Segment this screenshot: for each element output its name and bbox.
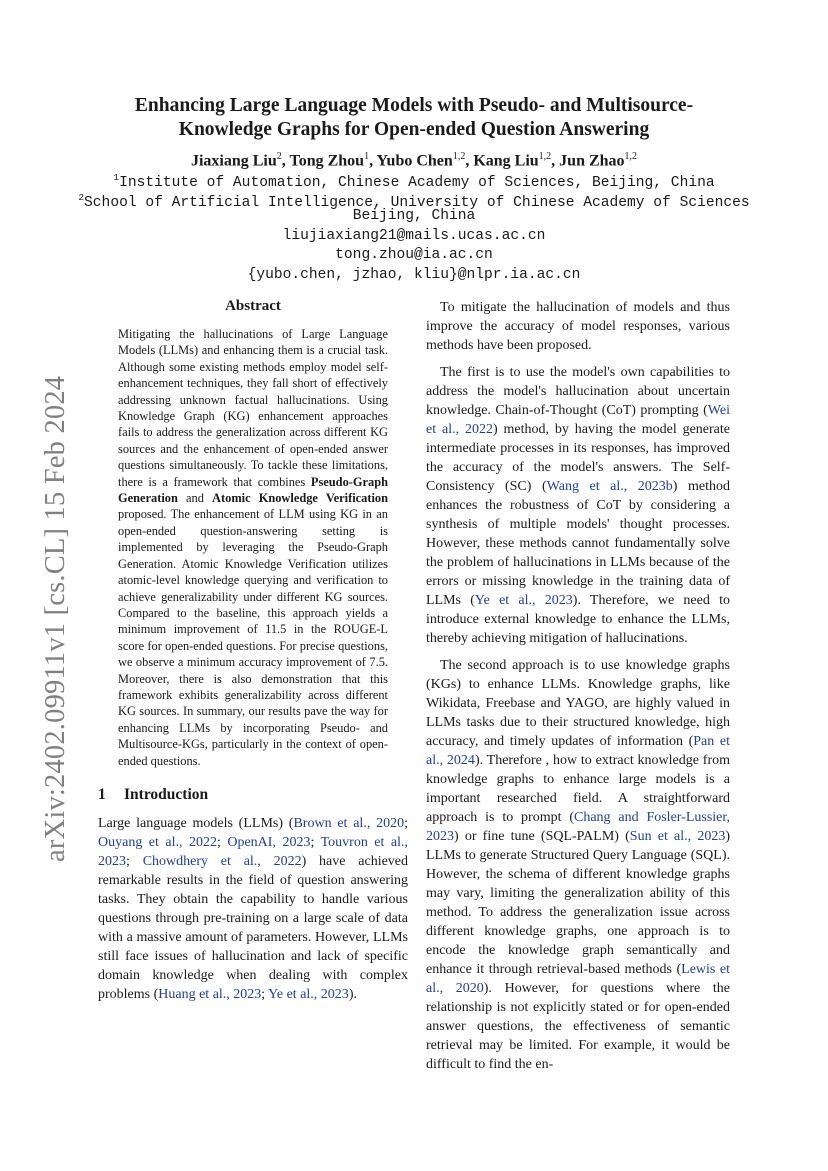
citation-link[interactable]: Chowdhery et al., 2022 bbox=[142, 853, 302, 869]
author-sup: 1,2 bbox=[538, 151, 552, 162]
email-3: {yubo.chen, jzhao, kliu}@nlpr.ia.ac.cn bbox=[247, 266, 581, 283]
affiliation-2-location: Beijing, China bbox=[352, 208, 476, 224]
citation-link[interactable]: Chang and Fosler-Lussier, 2023 bbox=[426, 810, 730, 844]
affiliation-1: $^1$Institute of Automation, Chinese Academy of Sciences, Beijing, China bbox=[113, 172, 715, 191]
author-name: Tong Zhou bbox=[289, 152, 365, 170]
intro-paragraph: Large language models (LLMs) (Brown et al., 2020; Ouyang et al., 2022; OpenAI, 2023; Touvron et al., 2023; Chowdhery et al., 2022) have achieved remarkable results in the field of question answering tasks. They obtain the capability to handle various questions through pre-training on a large scale of data with a massive amount of parameters. However, LLMs still face issues of hallucination and lack of specific domain knowledge when dealing with complex problems (Huang et al., 2023; Ye et al., 2023). bbox=[98, 815, 409, 1002]
email-1: liujiaxiang21@mails.ucas.ac.cn bbox=[282, 227, 546, 244]
author-sup: 2 bbox=[276, 151, 282, 162]
abstract-heading: Abstract bbox=[225, 298, 281, 314]
author-sup: 1,2 bbox=[452, 151, 466, 162]
author-list: Jiaxiang Liu$^2$, Tong Zhou$^1$, Yubo Chen$^{1,2}$, Kang Liu$^{1,2}$, Jun Zhao$^{1,2}$ bbox=[190, 151, 638, 170]
author-sup: 1 bbox=[364, 151, 370, 162]
title-line-1: Enhancing Large Language Models with Pseudo- and Multisource- bbox=[134, 95, 694, 116]
author-name: Jun Zhao bbox=[559, 152, 625, 170]
citation-link[interactable]: Wei et al., 2022 bbox=[426, 403, 730, 437]
author-sup: 1,2 bbox=[624, 151, 638, 162]
citation-link[interactable]: Lewis et al., 2020 bbox=[426, 962, 730, 996]
citation-link[interactable]: Ye et al., 2023 bbox=[268, 986, 349, 1002]
author-name: Kang Liu bbox=[473, 152, 539, 170]
title-line-2: Knowledge Graphs for Open-ended Question Answering bbox=[178, 119, 650, 140]
abstract-body: Mitigating the hallucinations of Large Language Models (LLMs) and enhancing them is a crucial task. Although some existing methods employ model self-enhancement techniques, they fall short of effectively addressing unknown factual hallucinations. Using Knowledge Graph (KG) enhancement approaches fails to address the generalization across different KG sources and the enhancement of open-ended answer questions simultaneously. To tackle these limitations, there is a framework that combines Pseudo-Graph Generation and Atomic Knowledge Verification proposed. The enhancement of LLM using KG in an open-ended question-answering setting is implemented by leveraging the Pseudo-Graph Generation. Atomic Knowledge Verification utilizes atomic-level knowledge querying and verification to achieve generalizability under different KG sources. Compared to the baseline, this approach yields a minimum improvement of 11.5 in the ROUGE-L score for open-ended questions. For precise questions, we observe a minimum accuracy improvement of 7.5. Moreover, there is also demonstration that this framework exhibits generalizability across different KG sources. In summary, our results pave the way for enhancing LLMs by incorporating Pseudo- and Multisource-KGs, particularly in the context of open-ended questions. bbox=[118, 327, 388, 768]
paper-title bbox=[0, 94, 828, 142]
left-column bbox=[98, 296, 408, 1012]
citation-link[interactable]: Sun et al., 2023 bbox=[629, 829, 726, 844]
email-2: tong.zhou@ia.ac.cn bbox=[335, 247, 493, 263]
citation-link[interactable]: OpenAI, 2023 bbox=[227, 834, 311, 850]
citation-link[interactable]: Touvron et al., 2023 bbox=[98, 834, 408, 869]
citation-link[interactable]: Brown et al., 2020 bbox=[293, 815, 405, 831]
author-name: Jiaxiang Liu bbox=[190, 152, 277, 170]
body-paragraph: To mitigate the hallucination of models and thus improve the accuracy of model responses, various methods have been proposed. bbox=[426, 300, 730, 353]
citation-link[interactable]: Pan et al., 2024 bbox=[426, 734, 730, 768]
body-paragraph: The second approach is to use knowledge graphs (KGs) to enhance LLMs. Knowledge graphs, like Wikidata, Freebase and YAGO, are highly valued in LLMs tasks due to their structured knowledge, high accuracy, and timely updates of information (Pan et al., 2024). Therefore , how to extract knowledge from knowledge graphs to enhance large models is a important researched field. A straightforward approach is to prompt (Chang and Fosler-Lussier, 2023) or fine tune (SQL-PALM) (Sun et al., 2023) LLMs to generate Structured Query Language (SQL). However, the schema of different knowledge graphs may vary, limiting the generalization ability of this method. To address the generalization issue across different knowledge graphs, one approach is to encode the knowledge graph semantically and enhance it through retrieval-based methods (Lewis et al., 2020). However, for questions where the relationship is not explicitly stated or for open-ended answer questions, the effectiveness of semantic retrieval may be limited. For example, it would be difficult to find the en- bbox=[426, 658, 730, 1072]
body-paragraph: The first is to use the model's own capabilities to address the model's hallucination about uncertain knowledge. Chain-of-Thought (CoT) prompting (Wei et al., 2022) method, by having the model generate intermediate processes in its responses, has improved the accuracy of the model's answers. The Self-Consistency (SC) (Wang et al., 2023b) method enhances the robustness of CoT by considering a synthesis of multiple models' thought processes. However, these methods cannot fundamentally solve the problem of hallucinations in LLMs because of the errors or missing knowledge in the training data of LLMs (Ye et al., 2023). Therefore, we need to introduce external knowledge to enhance the LLMs, thereby achieving mitigation of hallucinations. bbox=[426, 365, 730, 646]
arxiv-side-label: arXiv:2402.09911v1 [cs.CL] 15 Feb 2024 bbox=[40, 375, 71, 862]
citation-link[interactable]: Ye et al., 2023 bbox=[474, 593, 573, 608]
affiliation-2: $^2$School of Artificial Intelligence, University of Chinese Academy of Sciences bbox=[78, 191, 750, 211]
section-heading-introduction: 1 Introduction bbox=[98, 785, 209, 803]
author-name: Yubo Chen bbox=[376, 152, 453, 170]
citation-link[interactable]: Wang et al., 2023b bbox=[546, 479, 673, 494]
citation-link[interactable]: Ouyang et al., 2022 bbox=[98, 834, 217, 850]
right-column bbox=[426, 298, 730, 1082]
citation-link[interactable]: Huang et al., 2023 bbox=[158, 986, 262, 1002]
